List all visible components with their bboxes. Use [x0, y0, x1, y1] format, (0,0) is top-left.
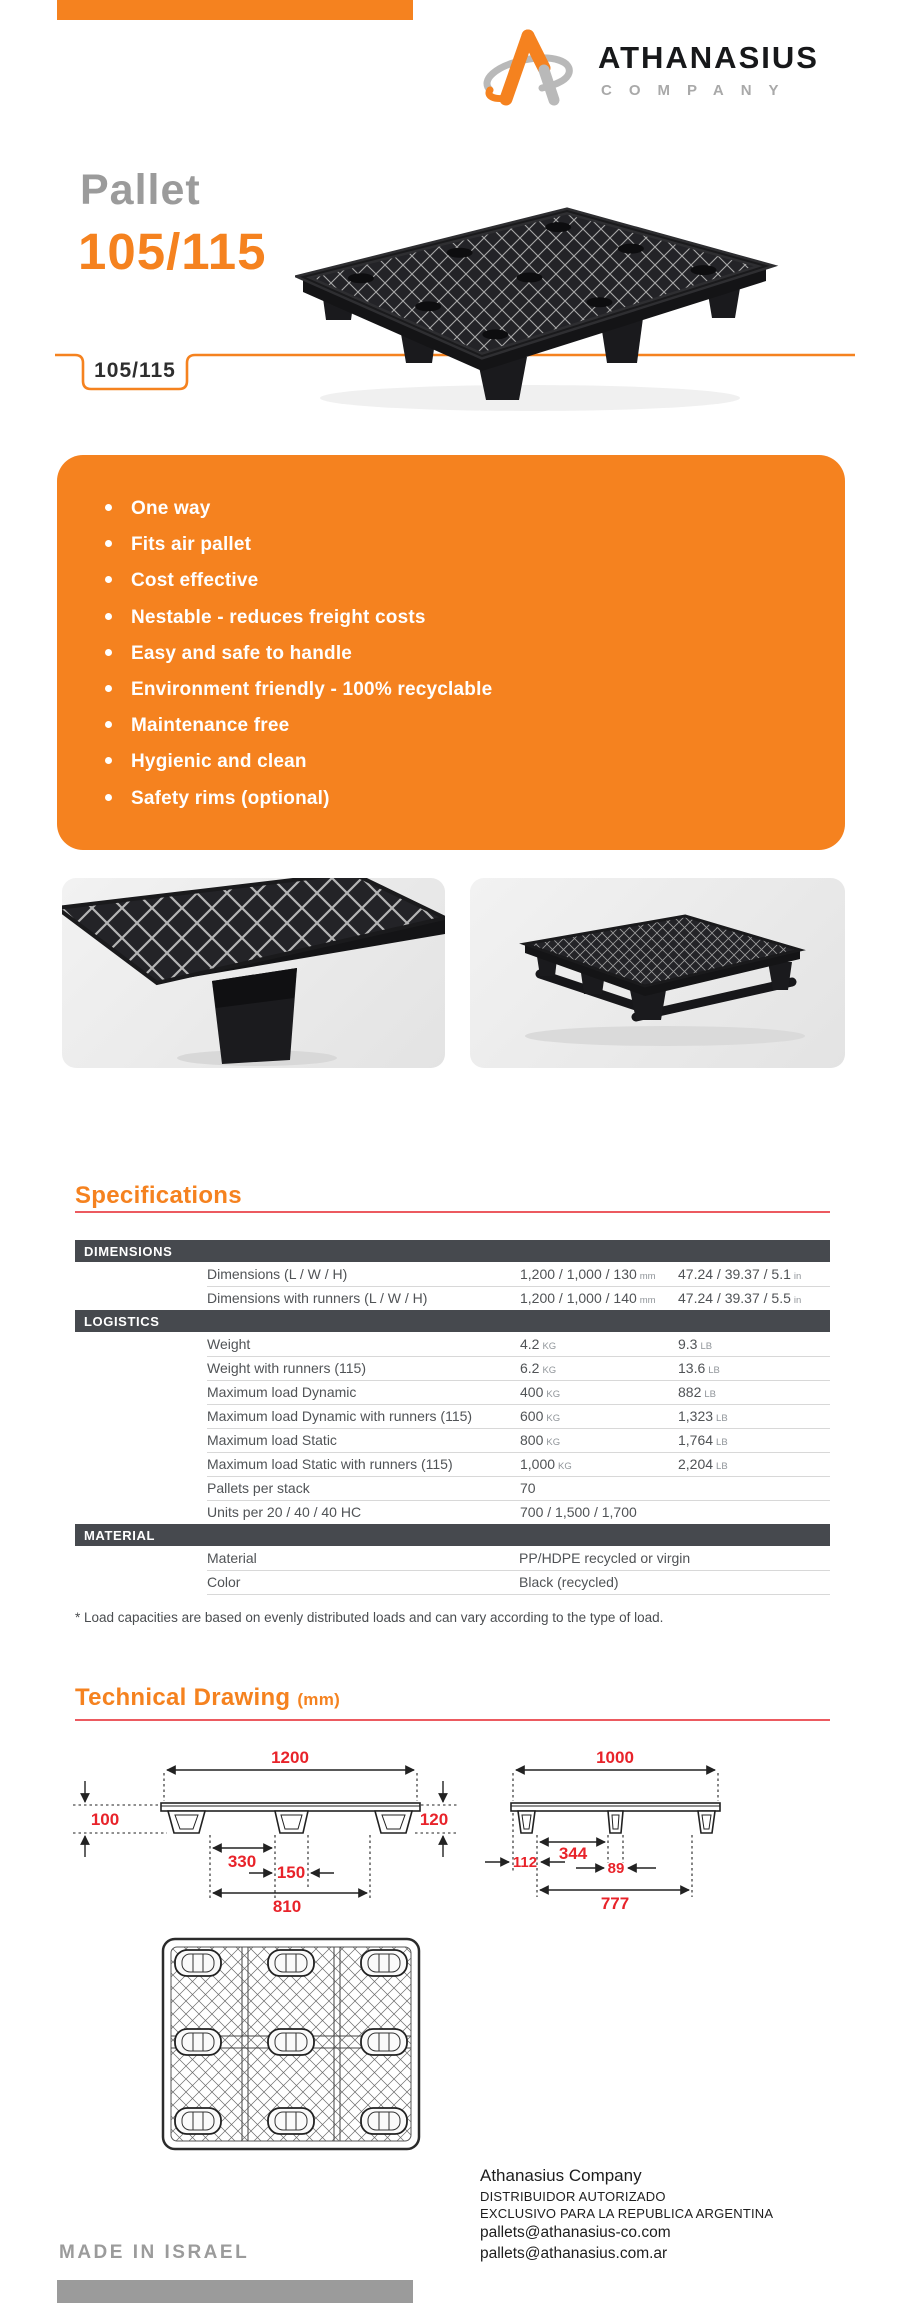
footer-company-name: Athanasius Company [480, 2166, 642, 2185]
spec-label: Weight [207, 1336, 251, 1352]
product-title: Pallet [80, 166, 201, 214]
spec-imperial-value: 47.24 / 39.37 / 5.1 [678, 1266, 791, 1282]
spec-section-logistics: LOGISTICS [75, 1310, 830, 1332]
spec-imperial-value: 13.6 [678, 1360, 706, 1376]
spec-label: Color [207, 1574, 241, 1590]
feature-item: Cost effective [99, 563, 815, 599]
features-box [57, 455, 845, 850]
footer-exclusive-line: EXCLUSIVO PARA LA REPUBLICA ARGENTINA [480, 2206, 774, 2221]
spec-metric-unit: KG [558, 1461, 572, 1472]
feature-item: One way [99, 491, 815, 527]
feature-item: Hygienic and clean [99, 744, 815, 780]
feature-item: Maintenance free [99, 708, 815, 744]
dim-edge-offset: 112 [512, 1854, 538, 1871]
spec-metric-value: 700 / 1,500 / 1,700 [520, 1504, 637, 1520]
brand-subtitle: COMPANY [601, 82, 796, 99]
technical-drawing-heading [75, 1684, 340, 1712]
spec-metric-value: 800 [520, 1432, 544, 1448]
spec-section-material: MATERIAL [75, 1524, 830, 1546]
feature-item: Nestable - reduces freight costs [99, 600, 815, 636]
technical-drawing-unit: (mm) [297, 1690, 341, 1709]
dim-leg-spacing: 330 [227, 1852, 257, 1871]
spec-label: Maximum load Dynamic with runners (115) [207, 1408, 473, 1424]
dim-leg-width: 89 [607, 1860, 625, 1877]
table-row [75, 1332, 830, 1356]
spec-label: Material [207, 1550, 257, 1566]
spec-label: Dimensions (L / W / H) [207, 1266, 348, 1282]
spec-imperial-unit: LB [708, 1365, 720, 1376]
features-list [57, 455, 845, 817]
table-row [75, 1452, 830, 1476]
spec-metric-unit: KG [546, 1413, 561, 1424]
load-capacity-note: * Load capacities are based on evenly distributed loads and can vary according to the type of load. [75, 1610, 664, 1625]
spec-imperial-unit: LB [716, 1437, 728, 1448]
dim-height-right: 120 [419, 1810, 449, 1829]
spec-metric-value: 70 [520, 1480, 536, 1496]
model-tab-label: 105/115 [94, 359, 176, 382]
spec-section-dimensions: DIMENSIONS [75, 1240, 830, 1262]
spec-metric-unit: mm [639, 1295, 656, 1306]
spec-label: Maximum load Dynamic [207, 1384, 357, 1400]
technical-drawing-title: Technical Drawing [75, 1684, 291, 1711]
spec-label: Units per 20 / 40 / 40 HC [207, 1504, 362, 1520]
product-model: 105/115 [78, 223, 267, 280]
brand-name: ATHANASIUS [598, 40, 819, 75]
spec-imperial-value: 1,764 [678, 1432, 714, 1448]
spec-imperial-value: 2,204 [678, 1456, 714, 1472]
table-row [75, 1500, 830, 1524]
dim-span-bottom: 810 [272, 1897, 302, 1916]
spec-metric-value: 600 [520, 1408, 544, 1424]
spec-metric-value: 1,200 / 1,000 / 140 [520, 1290, 637, 1306]
dim-leg-width: 150 [276, 1863, 306, 1882]
dim-span-bottom: 777 [600, 1894, 630, 1913]
pallet-with-runners-photo [470, 878, 845, 1068]
spec-imperial-unit: in [793, 1271, 802, 1282]
table-row [75, 1404, 830, 1428]
table-row [75, 1428, 830, 1452]
spec-label: Dimensions with runners (L / W / H) [207, 1290, 428, 1306]
table-row [75, 1546, 830, 1570]
table-row [75, 1356, 830, 1380]
spec-label: Maximum load Static [207, 1432, 337, 1448]
spec-label: Pallets per stack [207, 1480, 310, 1496]
dim-leg-spacing: 344 [558, 1844, 588, 1863]
footer-email-2[interactable]: pallets@athanasius.com.ar [480, 2245, 668, 2262]
footer-accent-bar [57, 2280, 413, 2303]
spec-imperial-value: 9.3 [678, 1336, 698, 1352]
spec-imperial-unit: LB [700, 1341, 713, 1352]
feature-item: Fits air pallet [99, 527, 815, 563]
technical-drawing-side-short [475, 1745, 885, 1925]
spec-imperial-value: 47.24 / 39.37 / 5.5 [678, 1290, 791, 1306]
spec-imperial-value: 1,323 [678, 1408, 714, 1424]
spec-label: Maximum load Static with runners (115) [207, 1456, 453, 1472]
feature-item: Easy and safe to handle [99, 636, 815, 672]
spec-metric-unit: KG [542, 1365, 557, 1376]
spec-imperial-unit: LB [716, 1461, 728, 1472]
spec-metric-value: 1,200 / 1,000 / 130 [520, 1266, 637, 1282]
technical-drawing-side-long [65, 1745, 465, 1925]
specifications-divider [75, 1211, 830, 1213]
company-logo-icon [476, 26, 576, 114]
dim-height-left: 100 [90, 1810, 120, 1829]
spec-metric-unit: KG [542, 1341, 557, 1352]
made-in-label: MADE IN ISRAEL [59, 2242, 250, 2263]
spec-metric-value: Black (recycled) [519, 1574, 619, 1590]
top-accent-bar [57, 0, 413, 20]
spec-metric-value: 1,000 [520, 1456, 556, 1472]
hero-pallet-image [295, 193, 880, 443]
spec-metric-value: 400 [520, 1384, 544, 1400]
footer-info [480, 2166, 880, 2263]
dim-width-top: 1200 [271, 1748, 309, 1767]
spec-metric-unit: mm [639, 1271, 656, 1282]
table-row [75, 1262, 830, 1286]
pallet-closeup-photo [62, 878, 445, 1068]
table-row [75, 1380, 830, 1404]
dim-width-top: 1000 [596, 1748, 634, 1767]
spec-label: Weight with runners (115) [207, 1360, 366, 1376]
table-row [75, 1286, 830, 1310]
spec-metric-unit: KG [546, 1437, 561, 1448]
technical-drawing-plan-view [160, 1936, 422, 2152]
spec-imperial-unit: LB [704, 1389, 716, 1400]
spec-metric-value: PP/HDPE recycled or virgin [519, 1550, 691, 1566]
feature-item: Safety rims (optional) [99, 781, 815, 817]
feature-item: Environment friendly - 100% recyclable [99, 672, 815, 708]
spec-metric-unit: KG [546, 1389, 561, 1400]
spec-metric-value: 6.2 [520, 1360, 540, 1376]
spec-imperial-unit: LB [716, 1413, 728, 1424]
technical-divider [75, 1719, 830, 1721]
spec-table [75, 1240, 830, 1594]
footer-email-1[interactable]: pallets@athanasius-co.com [480, 2224, 671, 2241]
specifications-heading: Specifications [75, 1182, 242, 1209]
spec-imperial-unit: in [793, 1295, 802, 1306]
table-row [75, 1476, 830, 1500]
table-row [75, 1570, 830, 1594]
spec-metric-value: 4.2 [520, 1336, 540, 1352]
spec-imperial-value: 882 [678, 1384, 702, 1400]
footer-distributor-line: DISTRIBUIDOR AUTORIZADO [480, 2189, 666, 2204]
